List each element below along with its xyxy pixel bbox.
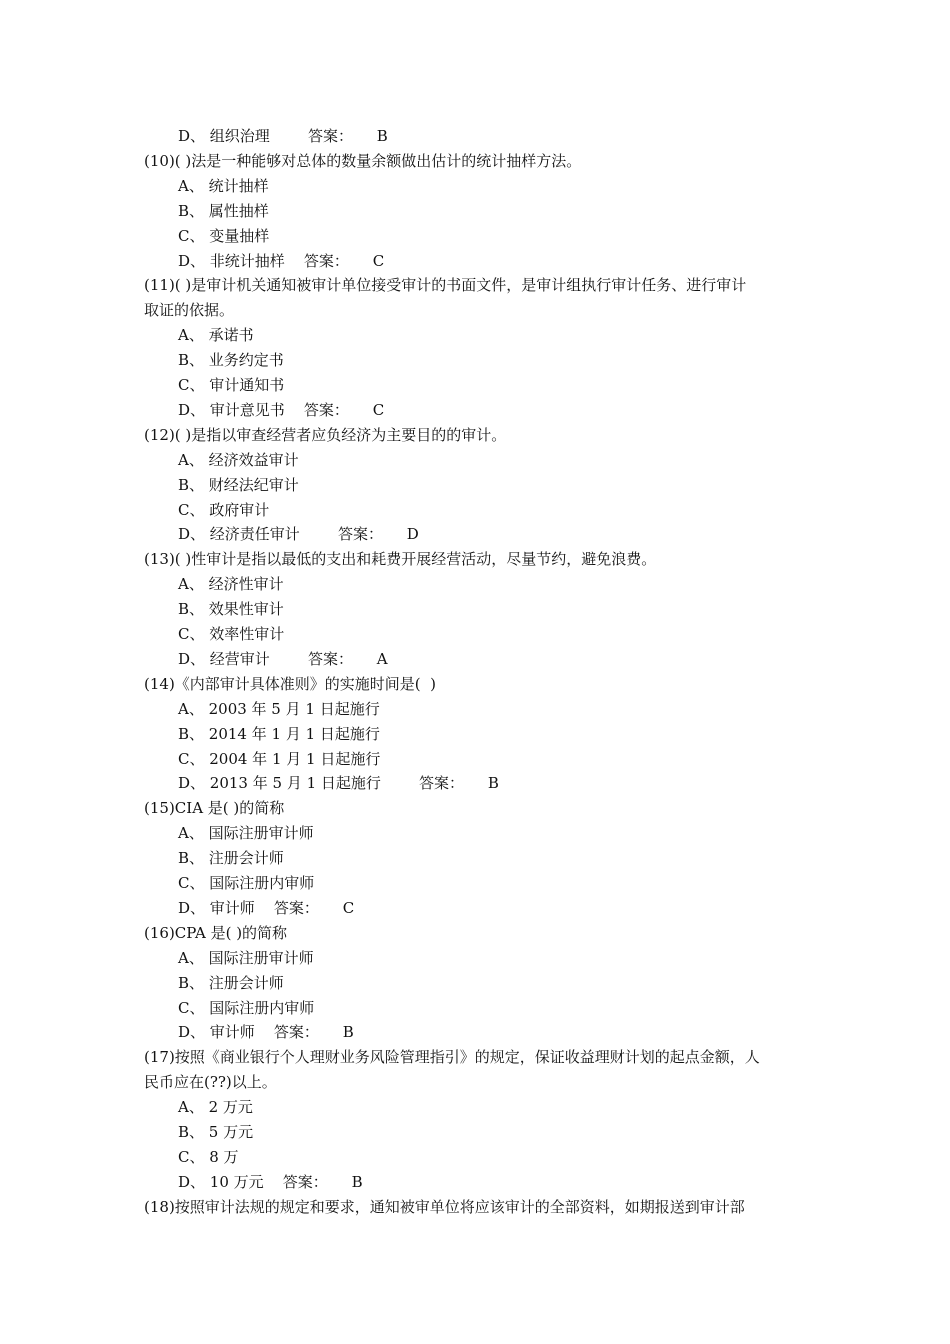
answer-option-line: C、 国际注册内审师 [178, 999, 315, 1017]
answer-option-line: D、 审计师 答案： C [178, 899, 355, 917]
question-text-line: (11)( )是审计机关通知被审计单位接受审计的书面文件，是审计组执行审计任务、进行审计 [144, 276, 747, 294]
answer-option-line: A、 国际注册审计师 [178, 824, 314, 842]
answer-option-line: D、 审计意见书 答案： C [178, 401, 385, 419]
answer-option-line: D、 审计师 答案： B [178, 1023, 354, 1041]
answer-option-line: A、 统计抽样 [178, 177, 269, 195]
answer-option-line: A、 经济效益审计 [178, 451, 299, 469]
answer-option-line: D、 2013 年 5 月 1 日起施行 答案： B [178, 774, 499, 792]
answer-option-line: A、 经济性审计 [178, 575, 284, 593]
answer-option-line: C、 2004 年 1 月 1 日起施行 [178, 750, 381, 768]
question-text-line: (17)按照《商业银行个人理财业务风险管理指引》的规定，保证收益理财计划的起点金额，人 [144, 1048, 760, 1066]
question-text-line: 取证的依据。 [144, 301, 235, 319]
answer-option-line: D、 非统计抽样 答案： C [178, 252, 385, 270]
answer-option-line: B、 属性抽样 [178, 202, 269, 220]
answer-option-line: B、 注册会计师 [178, 849, 284, 867]
answer-option-line: C、 国际注册内审师 [178, 874, 315, 892]
question-text-line: (16)CPA 是( )的简称 [144, 924, 288, 942]
answer-option-line: D、 经营审计 答案： A [178, 650, 388, 668]
question-text-line: (15)CIA 是( )的简称 [144, 799, 285, 817]
answer-option-line: C、 政府审计 [178, 501, 270, 519]
question-text-line: (18)按照审计法规的规定和要求，通知被审单位将应该审计的全部资料，如期报送到审计部 [144, 1198, 745, 1216]
question-text-line: (10)( )法是一种能够对总体的数量余额做出估计的统计抽样方法。 [144, 152, 582, 170]
answer-option-line: A、 国际注册审计师 [178, 949, 314, 967]
answer-option-line: B、 2014 年 1 月 1 日起施行 [178, 725, 380, 743]
answer-option-line: C、 变量抽样 [178, 227, 270, 245]
answer-option-line: B、 财经法纪审计 [178, 476, 299, 494]
answer-option-line: A、 2003 年 5 月 1 日起施行 [178, 700, 380, 718]
question-text-line: (12)( )是指以审查经营者应负经济为主要目的的审计。 [144, 426, 507, 444]
answer-option-line: D、 经济责任审计 答案： D [178, 525, 419, 543]
answer-option-line: B、 注册会计师 [178, 974, 284, 992]
answer-option-line: B、 5 万元 [178, 1123, 254, 1141]
question-text-line: (14)《内部审计具体准则》的实施时间是( ) [144, 675, 437, 693]
answer-option-line: C、 审计通知书 [178, 376, 285, 394]
answer-option-line: C、 效率性审计 [178, 625, 285, 643]
answer-option-line: D、 组织治理 答案： B [178, 127, 388, 145]
answer-option-line: A、 承诺书 [178, 326, 254, 344]
answer-option-line: C、 8 万 [178, 1148, 239, 1166]
answer-option-line: B、 业务约定书 [178, 351, 284, 369]
answer-option-line: B、 效果性审计 [178, 600, 284, 618]
answer-option-line: A、 2 万元 [178, 1098, 253, 1116]
question-text-line: 民币应在(??)以上。 [144, 1073, 277, 1091]
question-text-line: (13)( )性审计是指以最低的支出和耗费开展经营活动，尽量节约，避免浪费。 [144, 550, 657, 568]
answer-option-line: D、 10 万元 答案： B [178, 1173, 363, 1191]
